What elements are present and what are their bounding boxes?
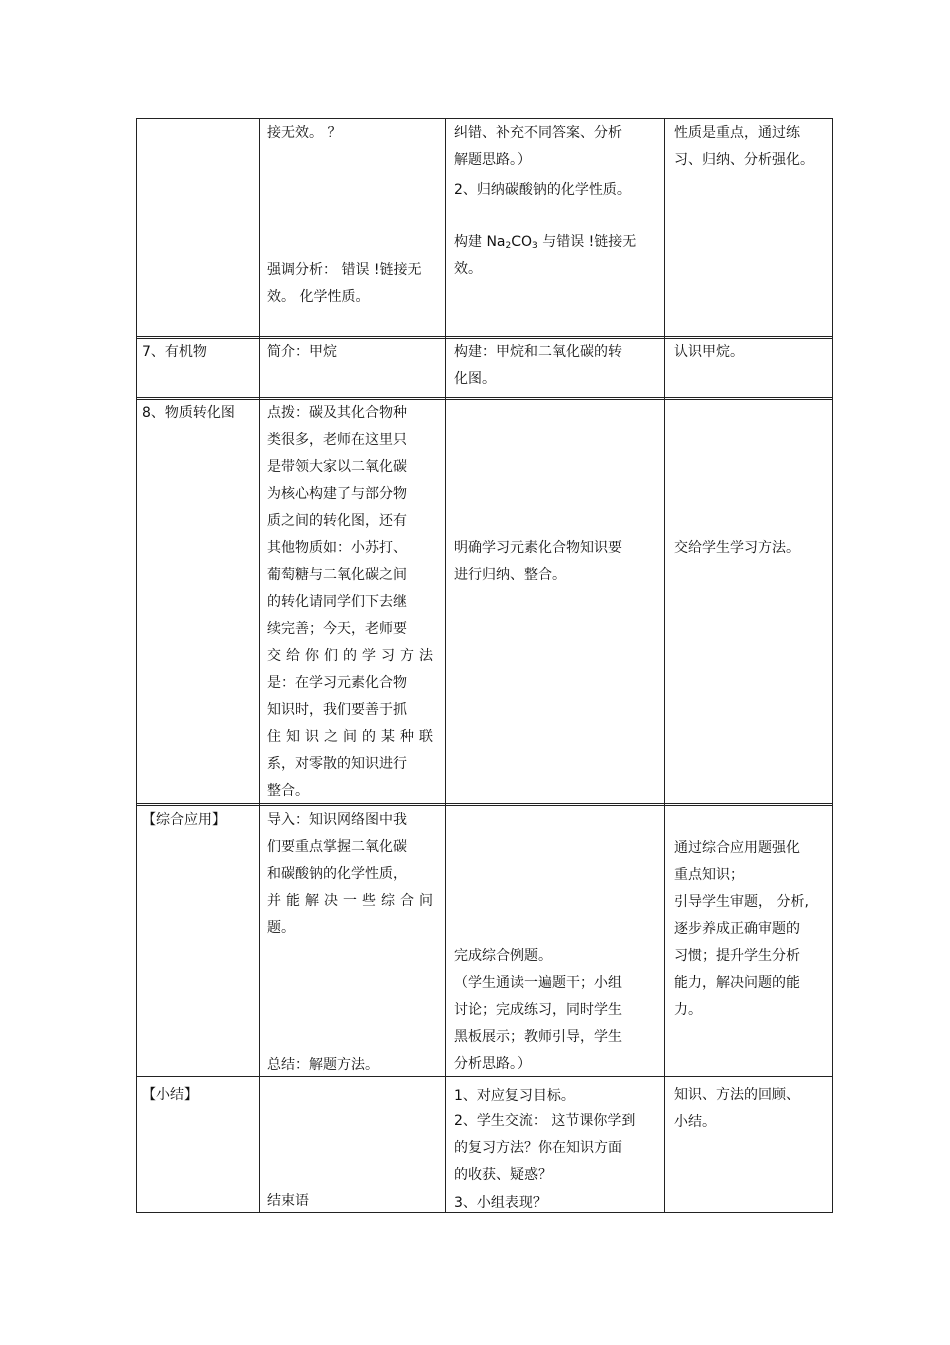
cell-text: 效。 化学性质。	[267, 289, 370, 305]
cell-text: 为核心构建了与部分物	[267, 486, 407, 502]
cell-text: 2、学生交流： 这节课你学到	[454, 1113, 636, 1129]
cell-text: 其他物质如：小苏打、	[267, 540, 407, 556]
cell-text: 纠错、补充不同答案、分析	[454, 125, 622, 141]
cell-text: 点拨：碳及其化合物种	[267, 405, 407, 421]
formula-subscript: 2	[505, 241, 512, 251]
cell-text: 的收获、疑惑？	[454, 1167, 552, 1183]
column-divider-1	[259, 118, 260, 1213]
cell-text: 续完善；今天，老师要	[267, 621, 407, 637]
cell-text: 和碳酸钠的化学性质，	[267, 866, 407, 882]
cell-text: 质之间的转化图，还有	[267, 513, 407, 529]
formula-prefix: 构建	[454, 234, 487, 250]
cell-text: 讨论；完成练习，同时学生	[454, 1002, 622, 1018]
cell-text: 通过综合应用题强化	[674, 840, 800, 856]
cell-text: 整合。	[267, 783, 309, 799]
cell-text: 进行归纳、整合。	[454, 567, 566, 583]
formula-co: CO	[511, 234, 533, 250]
cell-text: 系，对零散的知识进行	[267, 756, 407, 772]
cell-text: 化图。	[454, 371, 496, 387]
cell-text: 接无效。 ？	[267, 125, 342, 141]
cell-text: 认识甲烷。	[674, 344, 744, 360]
cell-text: 们要重点掌握二氧化碳	[267, 839, 407, 855]
cell-text: 习、归纳、分析强化。	[674, 152, 814, 168]
cell-text: 构建：甲烷和二氧化碳的转	[454, 344, 622, 360]
row-divider-1	[136, 336, 833, 337]
cell-text: 分析思路。）	[454, 1056, 531, 1072]
cell-text: 的复习方法？你在知识方面	[454, 1140, 622, 1156]
cell-text: 2、归纳碳酸钠的化学性质。	[454, 182, 631, 198]
cell-text: （学生通读一遍题干；小组	[454, 975, 622, 991]
cell-text: 性质是重点，通过练	[674, 125, 800, 141]
formula-suffix: 与错误 !链接无	[537, 234, 637, 250]
row-divider-3	[136, 803, 833, 804]
row-heading: 【综合应用】	[142, 812, 226, 828]
cell-text: 简介：甲烷	[267, 344, 337, 360]
cell-text: 总结：解题方法。	[267, 1057, 379, 1073]
cell-text: 并能解决一些综合问	[267, 893, 438, 909]
cell-text: 引导学生审题， 分析,	[674, 894, 809, 910]
cell-text: 是带领大家以二氧化碳	[267, 459, 407, 475]
formula-na: Na	[486, 234, 506, 250]
cell-text: 住知识之间的某种联	[267, 729, 438, 745]
cell-text: 1、对应复习目标。	[454, 1088, 575, 1104]
cell-text: 习惯；提升学生分析	[674, 948, 800, 964]
cell-text: 的转化请同学们下去继	[267, 594, 407, 610]
cell-text: 知识时，我们要善于抓	[267, 702, 407, 718]
row-heading: 【小结】	[142, 1087, 198, 1103]
cell-text: 小结。	[674, 1114, 716, 1130]
cell-text: 重点知识；	[674, 867, 744, 883]
row-divider-2	[136, 397, 833, 398]
column-divider-2	[445, 118, 446, 1213]
cell-text: 葡萄糖与二氧化碳之间	[267, 567, 407, 583]
cell-text: 交给学生学习方法。	[674, 540, 800, 556]
cell-text: 3、小组表现？	[454, 1195, 547, 1211]
column-divider-3	[664, 118, 665, 1213]
cell-text: 明确学习元素化合物知识要	[454, 540, 622, 556]
cell-text: 强调分析： 错误 !链接无	[267, 262, 422, 278]
cell-text: 交给你们的学习方法	[267, 648, 438, 664]
cell-text: 黑板展示；教师引导，学生	[454, 1029, 622, 1045]
table-border-left	[136, 118, 137, 1213]
cell-text: 是：在学习元素化合物	[267, 675, 407, 691]
row-heading: 8、物质转化图	[142, 405, 235, 421]
table-border-top	[136, 118, 833, 119]
row-heading: 7、有机物	[142, 344, 207, 360]
cell-text: 题。	[267, 920, 295, 936]
cell-text: 逐步养成正确审题的	[674, 921, 800, 937]
lesson-plan-table	[136, 118, 833, 1213]
table-border-right	[832, 118, 833, 1213]
cell-text: 力。	[674, 1002, 702, 1018]
formula-subscript: 3	[532, 241, 538, 251]
cell-text: 结束语	[267, 1193, 309, 1209]
cell-text: 完成综合例题。	[454, 948, 552, 964]
cell-text: 知识、方法的回顾、	[674, 1087, 800, 1103]
cell-text: 效。	[454, 261, 482, 277]
cell-text: 解题思路。）	[454, 152, 531, 168]
cell-text: 导入：知识网络图中我	[267, 812, 407, 828]
cell-text: 类很多，老师在这里只	[267, 432, 407, 448]
cell-text: 能力，解决问题的能	[674, 975, 800, 991]
